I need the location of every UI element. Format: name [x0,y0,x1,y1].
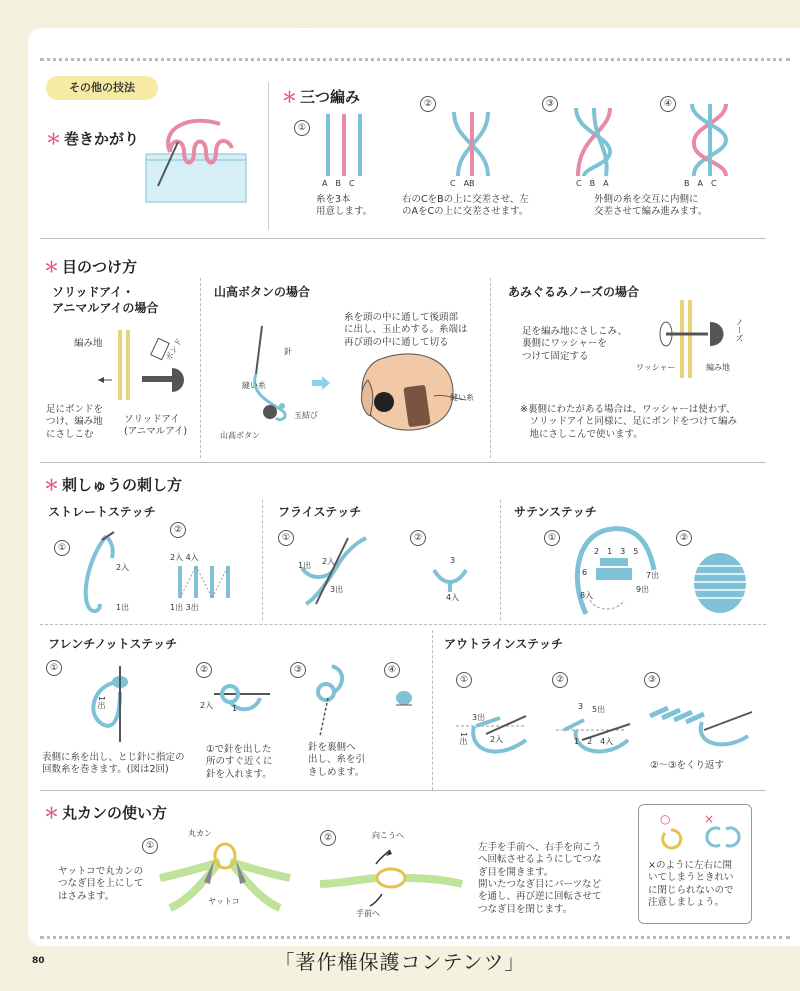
straight-label-2in: 2入 [116,563,130,572]
french-label-2in: 2入 [200,701,214,710]
braid-step-2-labels: C AB [450,179,475,188]
outline-step-2-number: ② [552,672,568,688]
outline-label-124in: 1 2 4入 [574,737,614,746]
fly-label-2in: 2入 [322,557,336,566]
satin-label-8in: 8入 [580,591,594,600]
fly-label-1out: 1出 [298,561,312,570]
divider-1 [40,238,766,239]
washer-label: ワッシャー [636,363,676,372]
jumpring-step-2-number: ② [320,830,336,846]
french-caption-2: ①で針を出した 所のすぐ近くに 針を入れます。 [206,744,273,780]
jumpring-heading: ＊ 丸カンの使い方 [44,804,168,822]
straight-label-1out: 1出 [116,603,130,612]
fly-stitch-illustration-1 [296,534,376,608]
straight-label-2in4in: 2入 4入 [170,553,199,562]
nose-heading: あみぐるみノーズの場合 [508,285,640,299]
satin-label-6: 6 [582,568,588,577]
braid-step-3-strands [570,108,620,178]
straight-step-2-number: ② [170,522,186,538]
jumpring-away-label: 向こうへ [372,831,404,840]
jumpring-illustration-2 [316,844,466,910]
french-step-3-number: ③ [290,662,306,678]
braid-step-1-strands [320,114,370,178]
divider-3 [40,624,766,625]
divider-4 [40,790,766,791]
straight-stitch-heading: ストレートステッチ [48,505,156,519]
arrow-icon [312,376,330,390]
solid-eye-label: ソリッドアイ (アニマルアイ) [124,414,188,438]
needle-label: 針 [284,347,292,356]
jumpring-left-description: ヤットコで丸カンの つなぎ目を上にして はさみます。 [58,866,144,902]
french-label-1out: 1出 [97,696,106,710]
fly-label-4in: 4入 [446,593,460,602]
fly-label-3: 3 [450,556,456,565]
makikagari-heading: ＊ 巻きかがり [46,130,140,148]
braid-step-3-labels: C B A [576,179,609,188]
outline-step-1-number: ① [456,672,472,688]
satin-label-7out: 7出 [646,571,660,580]
braid-step-2-strands [448,112,498,178]
bond-label: ボンド [164,336,184,363]
satin-label-9out: 9出 [636,585,650,594]
jumpring-step-1-number: ① [142,838,158,854]
french-step-4-number: ④ [384,662,400,678]
outline-label-2in: 2入 [490,735,504,744]
french-knot-illustration-2 [214,680,274,720]
outline-label-1out: 1出 [459,732,468,746]
button-label: 山高ボタン [220,431,260,440]
fly-stitch-heading: フライステッチ [278,505,362,519]
braid-step-4-strands [686,104,736,178]
braid-step-1-caption: 糸を3本 用意します。 [316,194,373,218]
nose-note: ※裏側にわたがある場合は、ワッシャーは使わず、 ソリッドアイと同様に、足にボンドをつけて編み 地にさしこんで使います。 [520,404,737,440]
outline-stitch-illustration-3 [644,696,756,756]
note-ok-mark: ○ [660,812,671,826]
divider-eyes-2 [490,278,491,458]
outline-caption: ②～③をくり返す [650,760,725,771]
satin-stitch-heading: サテンステッチ [514,505,597,519]
dotted-divider-top [40,58,790,61]
outline-stitch-heading: アウトラインステッチ [444,637,564,651]
thread-label: 縫い糸 [242,381,266,390]
outline-step-3-number: ③ [644,672,660,688]
straight-label-1out3out: 1出 3出 [170,603,199,612]
french-knot-heading: フレンチノットステッチ [48,637,178,651]
divider-emb-3 [432,630,433,790]
french-step-2-number: ② [196,662,212,678]
braid-step-2-caption: 右のCをBの上に交差させ、左 のAをCの上に交差させます。 [402,194,529,218]
fly-label-3out: 3出 [330,585,344,594]
nose-side-label: ノーズ [735,318,744,342]
button-eye-needle-illustration [228,326,298,426]
fly-step-2-number: ② [410,530,426,546]
watermark-bottom: 「著作権保護コンテンツ」 [274,950,526,974]
divider-2 [40,462,766,463]
button-eye-description: 糸を頭の中に通して後頭部 に出し、玉止めする。糸端は 再び頭の中に通して切る [344,312,468,348]
french-caption-1: 表側に糸を出し、とじ針に指定の 回数糸を巻きます。(図は2回) [42,752,185,776]
french-label-1: 1 [232,704,238,713]
note-text: ×のように左右に開 いてしまうときれい に閉じられないので 注意しましょう。 [648,860,734,909]
straight-step-1-number: ① [54,540,70,556]
outline-label-3out: 3出 [472,713,486,722]
french-caption-3: 針を裏側へ 出し、糸を引 きしめます。 [308,742,366,778]
divider-emb-1 [262,500,263,620]
braid-step-1-number: ① [294,120,310,136]
ring-ng-icon [708,826,738,848]
dotted-divider-bottom [40,936,790,939]
braid-step-4-caption: 外側の糸を交互に内側に 交差させて編み進みます。 [594,194,708,218]
french-knot-illustration-1 [76,662,146,742]
jumpring-toward-label: 手前へ [356,909,380,918]
jumpring-right-description: 左手を手前へ、右手を向こう へ回転させるようにしてつな ぎ目を開きます。 開いたつなぎ目にパーツなど を通し、再び逆に回転させて つなぎ目を閉じます。 [478,842,602,915]
other-techniques-pill: その他の技法 [46,76,158,100]
solid-eye-heading: ソリッドアイ・ アニマルアイの場合 [52,285,159,316]
divider-makikagari [268,82,269,230]
nose-description: 足を編み地にさしこみ、 裏側にワッシャーを つけて固定する [522,326,628,362]
french-knot-illustration-3 [310,662,354,742]
page-number: 80 [32,956,45,966]
braid-heading: ＊ 三つ編み [282,88,361,106]
outline-label-3: 3 [578,702,584,711]
braid-step-3-number: ③ [542,96,558,112]
fly-step-1-number: ① [278,530,294,546]
divider-emb-2 [500,500,501,620]
note-ng-mark: × [704,812,715,826]
satin-step-2-number: ② [676,530,692,546]
french-knot-result [394,690,414,708]
ring-ok-icon [660,828,682,850]
satin-label-nums: 2 1 3 5 [594,547,639,556]
makikagari-illustration [140,118,260,208]
french-step-1-number: ① [46,660,62,676]
outline-label-5out: 5出 [592,705,606,714]
embroidery-heading: ＊ 刺しゅうの刺し方 [44,476,183,494]
button-eye-heading: 山高ボタンの場合 [214,285,311,299]
braid-step-4-labels: B A C [684,179,717,188]
knot-label: 玉結び [294,411,318,420]
divider-eyes-1 [200,278,201,458]
braid-step-1-labels: A B C [322,179,355,188]
braid-step-2-number: ② [420,96,436,112]
straight-stitch-illustration-2 [174,562,238,602]
jumpring-ring-label: 丸カン [188,829,212,838]
jumpring-pliers-label: ヤットコ [208,897,240,906]
solid-eye-instruction: 足にボンドを つけ、編み地 にさしこむ [46,404,104,440]
eyes-heading: ＊ 目のつけ方 [44,258,138,276]
braid-step-4-number: ④ [660,96,676,112]
solid-eye-knit-label: 編み地 [74,338,103,349]
nose-knit-label: 編み地 [706,363,730,372]
satin-step-1-number: ① [544,530,560,546]
satin-stitch-illustration-2 [692,552,748,614]
thread-label-2: 縫い糸 [450,393,474,402]
